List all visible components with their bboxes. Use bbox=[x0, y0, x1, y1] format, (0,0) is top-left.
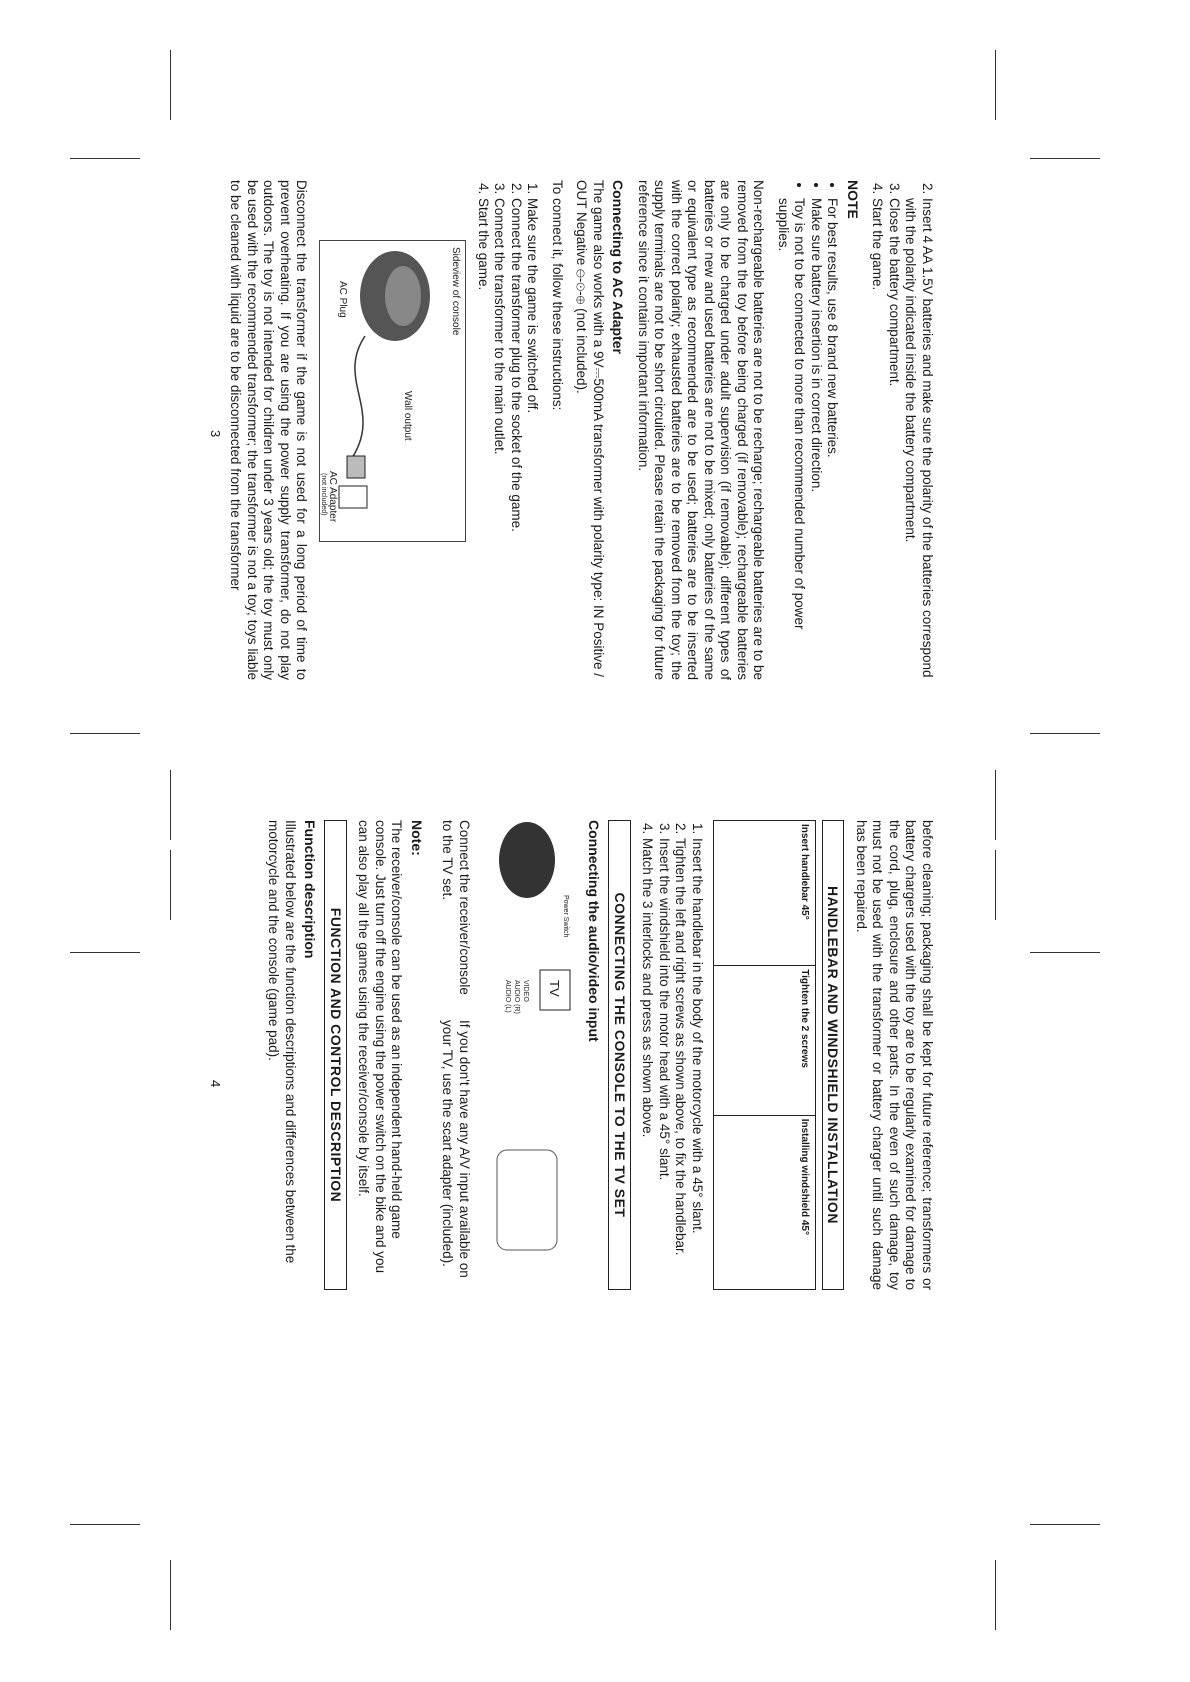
crop-mark bbox=[995, 50, 996, 120]
av-jack-label: AUDIO (R) bbox=[513, 980, 520, 1014]
ac-plug-label: AC Plug bbox=[337, 281, 349, 318]
crop-mark bbox=[70, 952, 140, 953]
console-icon bbox=[499, 822, 555, 898]
step-cell bbox=[714, 1115, 816, 1289]
handlebar-heading: HANDLEBAR AND WINDSHIELD INSTALLATION bbox=[822, 820, 845, 1290]
av-jack-label: AUDIO (L) bbox=[504, 980, 511, 1013]
function-heading: FUNCTION AND CONTROL DESCRIPTION bbox=[325, 820, 348, 1290]
not-included-label: (not included) bbox=[320, 473, 328, 516]
step-label: Insert handlebar 45° bbox=[799, 824, 810, 920]
adapter-heading: Connecting to AC Adapter bbox=[610, 180, 627, 354]
crop-mark bbox=[170, 50, 171, 120]
crop-mark bbox=[170, 1560, 171, 1630]
crop-mark bbox=[995, 850, 996, 920]
wall-output-label: Wall output bbox=[402, 391, 414, 441]
power-switch-label: Power Switch bbox=[562, 895, 569, 938]
install-steps bbox=[639, 820, 705, 1290]
crop-mark bbox=[1030, 952, 1100, 953]
crop-mark bbox=[70, 733, 140, 734]
step-cell bbox=[714, 821, 816, 966]
page-4 bbox=[257, 820, 935, 1290]
ac-adapter-label: AC Adapter bbox=[327, 471, 339, 523]
adapter-paragraph: The game also works with a 9V⎓500mA transformer with polarity type: IN Positive / OUT Negative ⊖-⊙-⊕ (not included). bbox=[574, 180, 606, 677]
adapter-illustration bbox=[321, 241, 466, 541]
list-item: 1. Make sure the game is switched off. bbox=[524, 198, 541, 680]
list-item: 1. Insert the handlebar in the body of the motorcycle with a 45° slant. bbox=[689, 838, 706, 1290]
page-3 bbox=[219, 180, 935, 680]
list-item: 3. Close the battery compartment. bbox=[886, 198, 903, 680]
figure-caption: Sideview of console bbox=[450, 247, 462, 336]
function-text: Illustrated below are the function descriptions and differences between the motorcycle and the console (game pad). bbox=[266, 820, 298, 1264]
cable-icon bbox=[351, 336, 366, 461]
list-item: 3. Connect the transformer to the main outlet. bbox=[491, 198, 508, 680]
list-item: 4. Match the 3 interlocks and press as shown above. bbox=[639, 838, 656, 1290]
adapter-figure bbox=[320, 240, 467, 542]
console-buttons-icon bbox=[386, 266, 422, 326]
connect-text: Connect the receiver/console to the TV set. bbox=[440, 820, 472, 995]
scart-text: If you don't have any A/V input available on your TV, use the scart adapter (included). bbox=[440, 1020, 472, 1278]
list-item: 2. Tighten the left and right screws as shown above, to fix the handlebar. bbox=[672, 838, 689, 1290]
rotated-page-spread bbox=[208, 180, 935, 1480]
av-heading: Connecting the audio/video input bbox=[586, 820, 603, 1042]
list-item: 3. Insert the windshield into the motor head with a 45° slant. bbox=[656, 838, 673, 1290]
connect-intro: To connect it, follow these instructions: bbox=[550, 180, 565, 411]
list-item: • For best results, use 8 brand new batteries. bbox=[824, 198, 841, 680]
list-item: 2. Connect the transformer plug to the socket of the game. bbox=[508, 198, 525, 680]
note-heading: Note: bbox=[409, 820, 425, 856]
tv-instructions bbox=[431, 820, 472, 1290]
crop-mark bbox=[170, 770, 171, 840]
list-item: • Toy is not to be connected to more than recommended number of power supplies. bbox=[775, 198, 808, 680]
list-item: 2. Insert 4 AA 1.5V batteries and make sure the polarity of the batteries correspond with the polarity indicated inside the battery compartment. bbox=[902, 198, 935, 680]
crop-mark bbox=[1030, 158, 1100, 159]
battery-warning: Non-rechargeable batteries are not to be recharge; rechargeable batteries are to be removed from the toy before being charged (if removable); rechargeable batteries are only to be charged under adult supervision (if removable); different types of batteries or new and used batteries are not to be mixed; only batteries of the same or equivalent type as recommended are to be used; batteries are to be inserted with the correct polarity; exhausted batteries are to be removed from the toy; the supply terminals are not to be short circuited. Please retain the packaging for future reference since it contains important information. bbox=[636, 180, 767, 680]
scart-adapter-icon bbox=[497, 1150, 557, 1250]
wall-outlet-icon bbox=[340, 486, 368, 508]
battery-steps bbox=[869, 180, 935, 680]
tv-connection-illustration bbox=[472, 820, 582, 1290]
crop-mark bbox=[1030, 733, 1100, 734]
crop-mark bbox=[995, 770, 996, 840]
crop-mark bbox=[70, 1524, 140, 1525]
crop-mark bbox=[1030, 1524, 1100, 1525]
function-subheading: Function description bbox=[302, 820, 319, 959]
list-item: 4. Start the game. bbox=[475, 198, 492, 680]
note-heading: NOTE bbox=[845, 180, 861, 219]
note-text: The receiver/console can be used as an independent hand-held game console. Just turn off the engine using the power switch on the bike and you can also play all the games using the receiver/console by itself. bbox=[356, 820, 405, 1274]
tv-connection-figure bbox=[472, 820, 582, 1290]
connect-steps bbox=[475, 180, 541, 680]
crop-mark bbox=[170, 850, 171, 920]
tv-label: TV bbox=[547, 980, 562, 997]
continued-paragraph: before cleaning; packaging shall be kept for future reference; transformers or battery chargers used with the toy are to be regularly examined for damage to the cord, plug, enclosure and other parts. In the even of such damage, toy must not be used with the transformer or battery charger until such damage has been repaired. bbox=[854, 820, 935, 1290]
disconnect-paragraph: Disconnect the transformer if the game is not used for a long period of time to prevent overheating. If you are using the power supply transformer, do not play outdoors. The toy is not intended for children under 3 years old; the toy must only be used with the recommended transformer; the transformer is not a toy; toys liable to be cleaned with liquid are to be disconnected from the transformer bbox=[228, 180, 310, 680]
list-item: 4. Start the game. bbox=[869, 198, 886, 680]
page-number: 4 bbox=[208, 1080, 223, 1088]
page-number: 3 bbox=[208, 430, 223, 438]
note-list bbox=[775, 180, 841, 680]
crop-mark bbox=[995, 1560, 996, 1630]
install-steps-table bbox=[713, 820, 816, 1290]
list-item: • Make sure battery insertion is in correct direction. bbox=[808, 198, 825, 680]
av-jack-label: VIDEO bbox=[522, 980, 529, 1002]
crop-mark bbox=[70, 158, 140, 159]
ac-adapter-icon bbox=[348, 456, 366, 478]
step-label: Tighten the 2 screws bbox=[799, 969, 810, 1068]
step-label: Installing windshield 45° bbox=[799, 1118, 810, 1235]
tv-heading: CONNECTING THE CONSOLE TO THE TV SET bbox=[609, 820, 632, 1290]
step-cell bbox=[714, 966, 816, 1116]
